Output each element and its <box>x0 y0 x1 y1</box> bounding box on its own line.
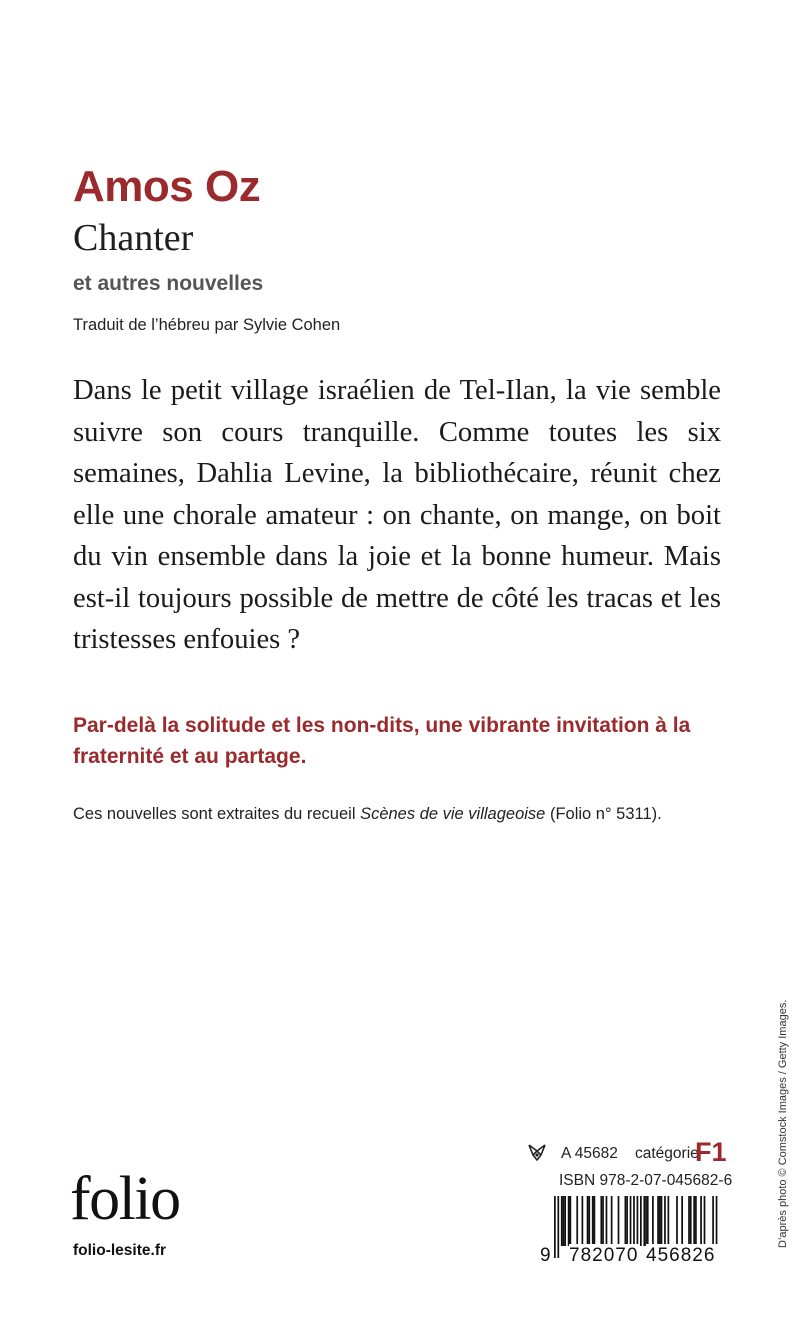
barcode-bar <box>625 1196 627 1246</box>
gallimard-nrf-icon <box>527 1142 547 1162</box>
barcode-bar <box>704 1196 706 1246</box>
barcode-bar <box>576 1196 578 1246</box>
blurb-text <box>73 370 721 661</box>
barcode-bar <box>592 1196 594 1246</box>
barcode-bar <box>676 1196 678 1246</box>
barcode-bar <box>647 1196 649 1246</box>
barcode-bar <box>659 1196 661 1246</box>
translator-credit: Traduit de l’hébreu par Sylvie Cohen <box>73 316 341 334</box>
barcode-bar <box>600 1196 602 1246</box>
barcode-bar <box>618 1196 620 1246</box>
barcode-bar <box>561 1196 563 1246</box>
note-suffix: (Folio n° 5311). <box>545 805 662 823</box>
barcode-bar <box>668 1196 670 1246</box>
photo-credit: D’après photo © Comstock Images / Getty Images. <box>777 999 789 1248</box>
collection-note <box>73 803 753 825</box>
category-code: F1 <box>695 1137 727 1167</box>
isbn: ISBN 978-2-07-045682-6 <box>559 1172 733 1189</box>
folio-logo: folio <box>70 1165 180 1233</box>
barcode-bar <box>611 1196 613 1246</box>
barcode-right-group: 456826 <box>646 1244 720 1268</box>
barcode-bar <box>582 1196 584 1246</box>
barcode-bar <box>688 1196 690 1246</box>
tagline: Par-delà la solitude et les non-dits, une vibrante invitation à la fraternité et au partage. <box>73 714 691 768</box>
barcode-bar <box>640 1196 642 1246</box>
barcode-bar <box>588 1196 590 1246</box>
barcode-bar <box>681 1196 683 1246</box>
book-title: Chanter <box>73 217 194 259</box>
barcode-left-group: 782070 <box>569 1245 639 1266</box>
blurb-paragraph: Dans le petit village israélien de Tel-Ilan, la vie semble suivre son cours tranquille. Comme toutes les six semaines, Dahlia Levine, la bibliothécaire, réunit chez elle une chorale amateur : on chante, on mange, on boit du vin ensemble dans la joie et la bonne humeur. Mais est-il toujours possible de mettre de côté les tracas et les tristesses enfouies ? <box>73 375 721 655</box>
barcode-bar <box>569 1196 571 1246</box>
barcode-bar <box>657 1196 659 1246</box>
barcode-bar <box>664 1196 666 1246</box>
book-subtitle: et autres nouvelles <box>73 272 264 295</box>
barcode-first-digit: 9 <box>540 1244 554 1268</box>
barcode <box>540 1196 726 1268</box>
barcode-bar <box>645 1196 647 1246</box>
barcode-bar <box>568 1196 570 1246</box>
barcode-bar <box>587 1196 589 1246</box>
website-link[interactable]: folio-lesite.fr <box>73 1242 167 1259</box>
barcode-bar <box>594 1196 596 1246</box>
barcode-bar <box>661 1196 663 1246</box>
barcode-bar <box>690 1196 692 1246</box>
barcode-bar <box>563 1196 565 1246</box>
note-prefix: Ces nouvelles sont extraites du recueil <box>73 805 361 823</box>
barcode-bar <box>695 1196 697 1246</box>
barcode-bar <box>693 1196 695 1246</box>
barcode-bar <box>643 1196 645 1246</box>
category-label: catégorie <box>635 1145 699 1162</box>
collection-title: Scènes de vie villageoise <box>360 805 546 823</box>
barcode-bar <box>606 1196 608 1246</box>
author-name: Amos Oz <box>73 162 261 211</box>
barcode-digits <box>540 1244 726 1268</box>
barcode-bar <box>630 1196 632 1246</box>
barcode-bar <box>700 1196 702 1246</box>
reference-number: A 45682 <box>561 1145 618 1162</box>
barcode-bar <box>564 1196 566 1246</box>
barcode-bar <box>626 1196 628 1246</box>
barcode-bar <box>652 1196 654 1246</box>
product-code-line <box>527 1136 727 1168</box>
barcode-bar <box>602 1196 604 1246</box>
